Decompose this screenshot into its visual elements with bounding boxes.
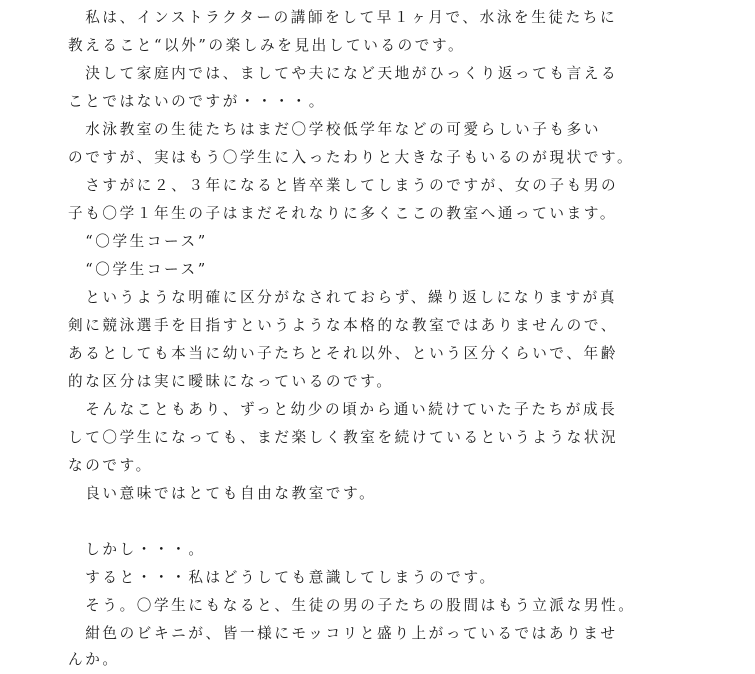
text-line: さすがに２、３年になると皆卒業してしまうのですが、女の子も男の (68, 177, 619, 194)
text-line: “〇学生コース” (68, 261, 208, 278)
text-line: 私は、インストラクターの講師をして早１ヶ月で、水泳を生徒たちに (68, 9, 618, 26)
text-line: すると・・・私はどうしても意識してしまうのです。 (68, 569, 497, 586)
blank-line (68, 508, 628, 536)
text-line: 良い意味ではとても自由な教室です。 (68, 485, 377, 502)
text-line: “〇学生コース” (68, 233, 208, 250)
text-line: そんなこともあり、ずっと幼少の頃から通い続けていた子たちが成長 (68, 401, 618, 418)
text-line: 子も〇学１年生の子はまだそれなりに多くここの教室へ通っています。 (68, 205, 618, 222)
text-line: しかし・・・。 (68, 541, 206, 558)
text-line: というような明確に区分がなされておらず、繰り返しになりますが真 (68, 289, 618, 306)
text-line: 剣に競泳選手を目指すというような本格的な教室ではありませんので、 (68, 317, 618, 334)
text-line: ことではないのですが・・・・。 (68, 93, 326, 110)
text-line: そう。〇学生にもなると、生徒の男の子たちの股間はもう立派な男性。 (68, 597, 636, 614)
text-line: のですが、実はもう〇学生に入ったわりと大きな子もいるのが現状です。 (68, 149, 635, 166)
text-line: なのです。 (68, 457, 153, 474)
text-line: んか。 (68, 651, 120, 668)
text-line: 紺色のビキニが、皆一様にモッコリと盛り上がっているではありませ (68, 625, 618, 642)
text-line: 水泳教室の生徒たちはまだ〇学校低学年などの可愛らしい子も多い (68, 121, 602, 138)
text-line: 決して家庭内では、ましてや夫になど天地がひっくり返っても言える (68, 65, 619, 82)
text-line: して〇学生になっても、まだ楽しく教室を続けているというような状況 (68, 429, 619, 446)
text-line: あるとしても本当に幼い子たちとそれ以外、という区分くらいで、年齢 (68, 345, 618, 362)
text-line: 教えること“以外”の楽しみを見出しているのです。 (68, 37, 466, 54)
text-line: 的な区分は実に曖昧になっているのです。 (68, 373, 394, 390)
